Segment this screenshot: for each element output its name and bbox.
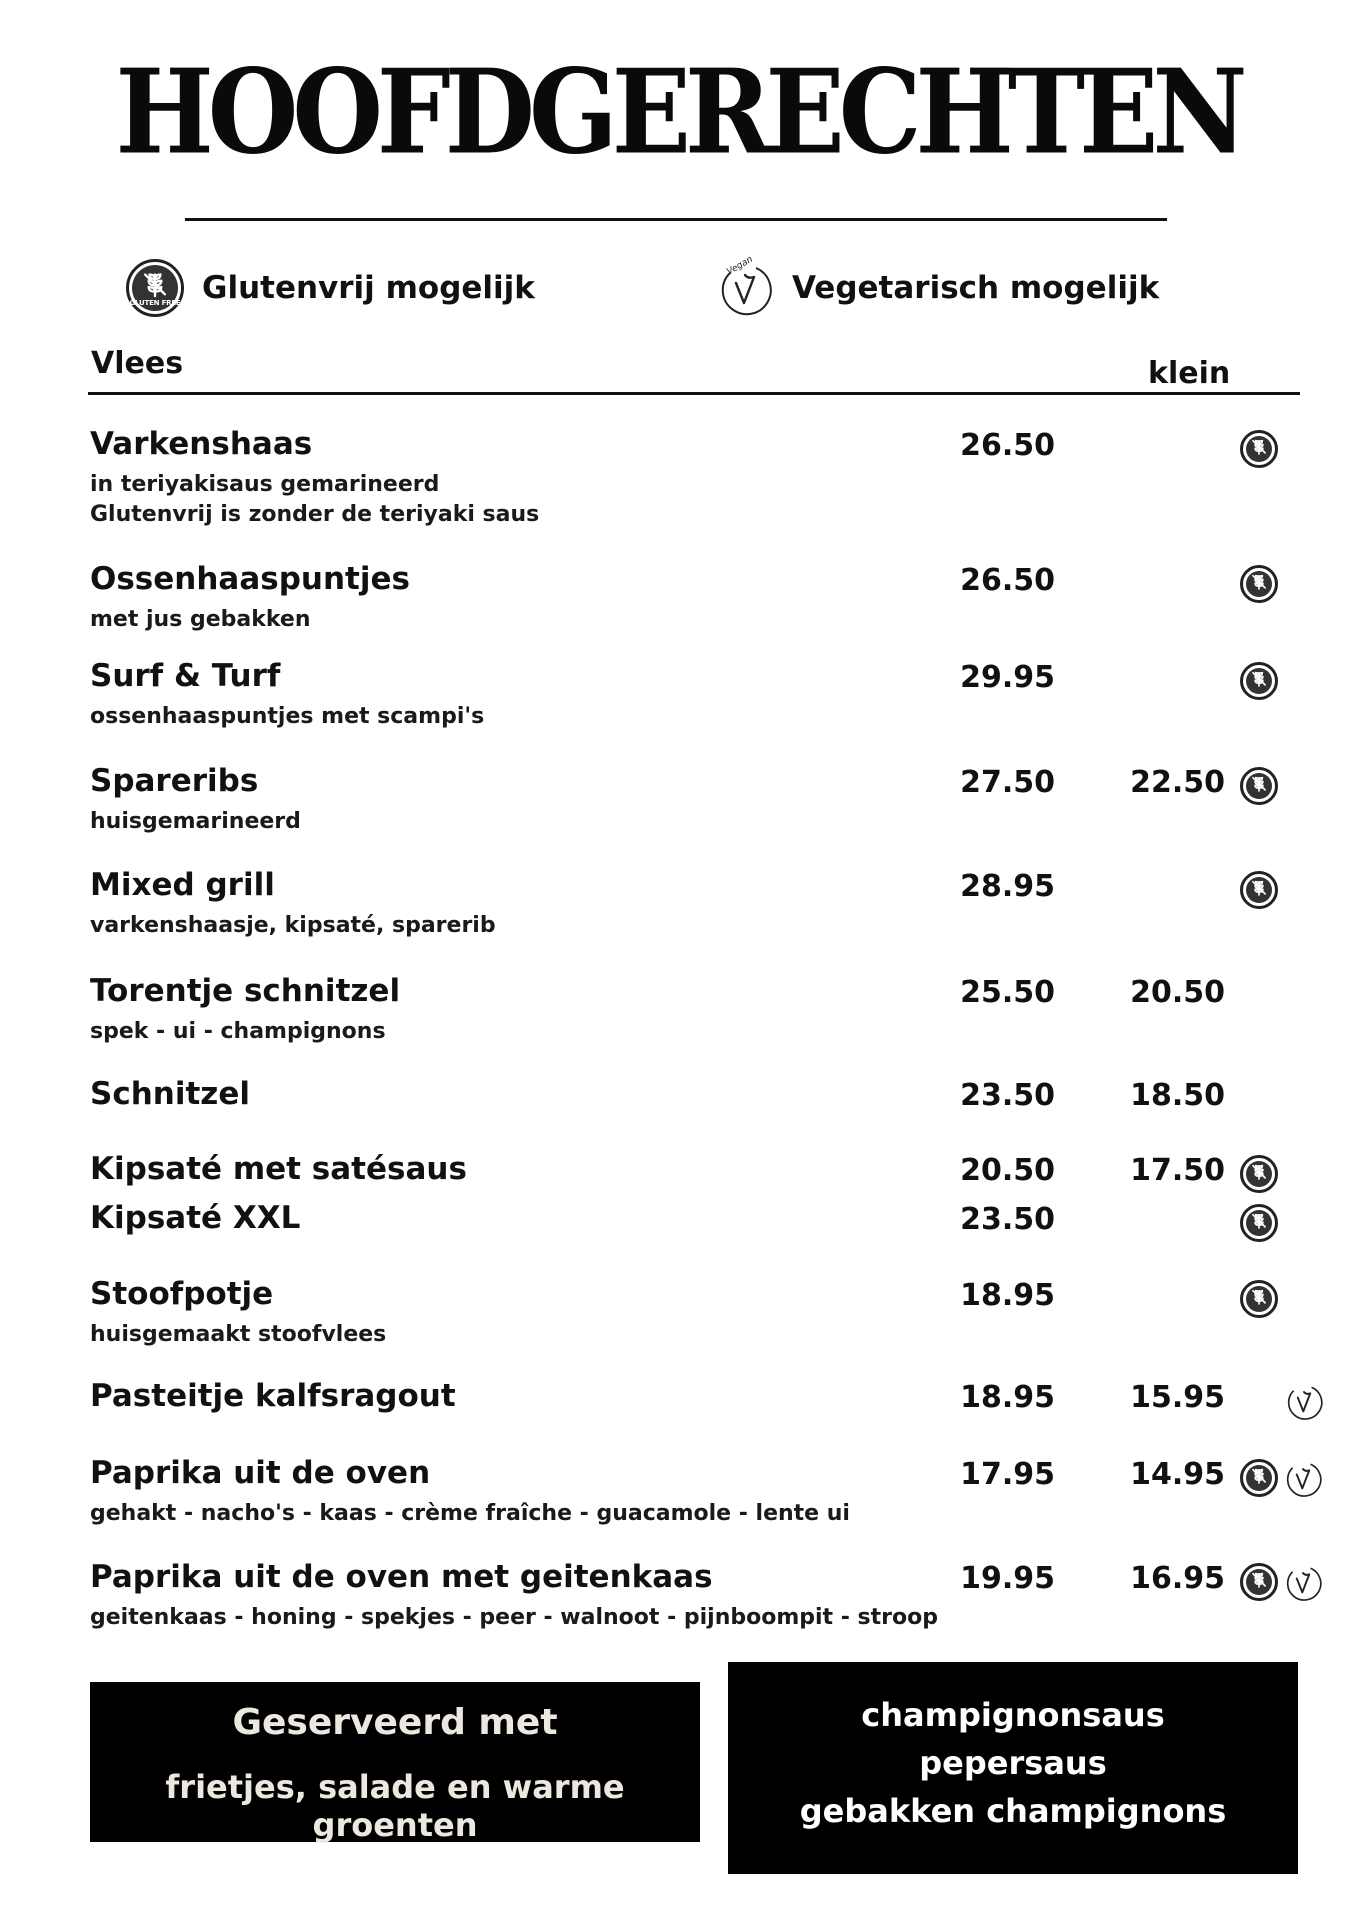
gluten-free-icon: [1240, 871, 1278, 909]
gluten-free-icon: [126, 259, 184, 317]
legend-gluten-free: [126, 256, 535, 320]
served-with-text: frietjes, salade en warme groenten: [165, 1768, 625, 1844]
gluten-free-icon: [1240, 662, 1278, 700]
dish-name: Spareribs: [90, 763, 259, 799]
gluten-free-icon: [1240, 565, 1278, 603]
dish-price: 20.50: [960, 1153, 1055, 1188]
dish-price: 18.95: [960, 1278, 1055, 1313]
dish-description: varkenshaasje, kipsaté, sparerib: [90, 913, 496, 938]
gluten-free-icon: [1240, 1563, 1278, 1601]
dish-name: Varkenshaas: [90, 426, 313, 462]
gluten-free-icon: [1240, 1204, 1278, 1242]
dish-description: in teriyakisaus gemarineerd: [90, 472, 440, 497]
dish-name: Pasteitje kalfsragout: [90, 1378, 456, 1414]
dish-name: Ossenhaaspuntjes: [90, 561, 410, 597]
page-title: HOOFDGERECHTEN: [115, 42, 1242, 181]
dish-price: 19.95: [960, 1561, 1055, 1596]
dish-description: spek - ui - champignons: [90, 1019, 386, 1044]
dish-price-klein: 16.95: [1130, 1561, 1225, 1596]
dish-name: Surf & Turf: [90, 658, 281, 694]
dish-price: 26.50: [960, 563, 1055, 598]
vegan-icon: [1283, 1458, 1323, 1498]
dish-name: Schnitzel: [90, 1076, 250, 1112]
dish-name: Kipsaté met satésaus: [90, 1151, 467, 1187]
dish-description: gehakt - nacho's - kaas - crème fraîche - guacamole - lente ui: [90, 1501, 850, 1526]
dish-price-klein: 20.50: [1130, 975, 1225, 1010]
dish-price-klein: 18.50: [1130, 1078, 1225, 1113]
dish-name: Stoofpotje: [90, 1276, 274, 1312]
gluten-free-icon: [1240, 1155, 1278, 1193]
section-divider: [88, 392, 1300, 395]
served-with-box: [90, 1682, 700, 1842]
column-header-klein: klein: [1148, 356, 1231, 391]
dish-price-klein: 17.50: [1130, 1153, 1225, 1188]
dish-price-klein: 22.50: [1130, 765, 1225, 800]
dish-price: 25.50: [960, 975, 1055, 1010]
legend-vegetarian: [716, 256, 1159, 320]
dish-description: huisgemaakt stoofvlees: [90, 1322, 387, 1347]
sauce-item: champignonsaus: [861, 1696, 1165, 1734]
dish-price: 27.50: [960, 765, 1055, 800]
gluten-free-icon: [1240, 1459, 1278, 1497]
vegan-icon: [716, 254, 774, 317]
legend-gluten-label: Glutenvrij mogelijk: [202, 270, 535, 306]
gluten-free-icon: [1240, 767, 1278, 805]
dish-name: Paprika uit de oven met geitenkaas: [90, 1559, 713, 1595]
dish-price: 23.50: [960, 1202, 1055, 1237]
dish-price-klein: 15.95: [1130, 1380, 1225, 1415]
gluten-free-icon-text: GLUTEN FREE: [129, 298, 181, 307]
vegan-icon: [1284, 1381, 1324, 1421]
title-divider: [185, 218, 1167, 221]
sauce-item: pepersaus: [919, 1744, 1107, 1782]
vegan-icon: [1283, 1562, 1323, 1602]
vegan-icon-text: Vegan: [725, 254, 756, 278]
legend-veg-label: Vegetarisch mogelijk: [792, 270, 1160, 306]
dish-description: geitenkaas - honing - spekjes - peer - walnoot - pijnboompit - stroop: [90, 1605, 938, 1630]
sauces-box: [728, 1662, 1298, 1874]
dish-price: 18.95: [960, 1380, 1055, 1415]
dish-name: Mixed grill: [90, 867, 275, 903]
dish-description: huisgemarineerd: [90, 809, 301, 834]
section-title: Vlees: [91, 346, 184, 381]
dish-name: Torentje schnitzel: [90, 973, 401, 1009]
gluten-free-icon: [1240, 1280, 1278, 1318]
dish-price: 28.95: [960, 869, 1055, 904]
dish-description: ossenhaaspuntjes met scampi's: [90, 704, 485, 729]
dish-price: 17.95: [960, 1457, 1055, 1492]
served-with-heading: Geserveerd met: [232, 1702, 558, 1743]
dish-description: Glutenvrij is zonder de teriyaki saus: [90, 502, 540, 527]
dish-description: met jus gebakken: [90, 607, 311, 632]
dish-price-klein: 14.95: [1130, 1457, 1225, 1492]
dish-price: 26.50: [960, 428, 1055, 463]
dish-name: Paprika uit de oven: [90, 1455, 431, 1491]
sauce-item: gebakken champignons: [799, 1792, 1227, 1830]
dish-price: 23.50: [960, 1078, 1055, 1113]
dish-price: 29.95: [960, 660, 1055, 695]
gluten-free-icon: [1240, 430, 1278, 468]
dish-name: Kipsaté XXL: [90, 1200, 301, 1236]
